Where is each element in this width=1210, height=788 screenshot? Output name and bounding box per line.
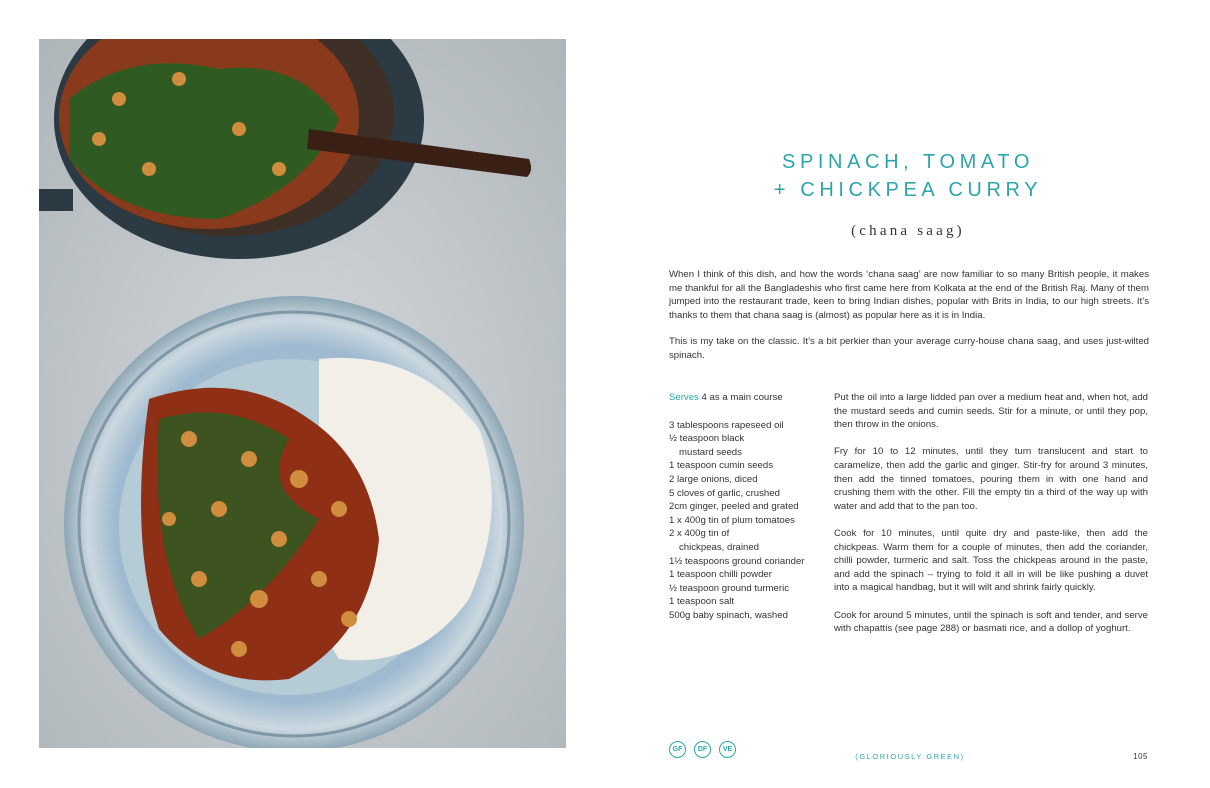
ingredient-item: mustard seeds [679,446,742,458]
chapter-name: (GLORIOUSLY GREEN) [855,752,965,761]
method-step: Fry for 10 to 12 minutes, until they turn translucent and start to caramelize, then add the garlic and ginger. Stir-fry for around 3 minutes, then add the tinned tomatoes, pouring them in with one hand and crushing them with the other. Fill the empty tin a third of the way up with water and add that to the pan too. [834,446,1148,512]
recipe-title-line-1: SPINACH, TOMATO [782,151,1034,173]
page-number: 105 [1133,752,1148,761]
curry-photo-illustration [39,39,566,748]
method-column [834,391,1148,649]
ingredient-item: 500g baby spinach, washed [669,609,788,621]
vegan-badge-icon: VE [719,741,736,758]
recipe-title-line-2: + CHICKPEA CURRY [773,179,1043,201]
ingredient-item: ½ teaspoon black [669,433,745,445]
ingredient-item: 2cm ginger, peeled and grated [669,501,799,513]
ingredient-item: 3 tablespoons rapeseed oil [669,419,784,431]
method-step: Put the oil into a large lidded pan over a medium heat and, when hot, add the mustard seeds and cumin seeds. Stir for a minute, or until they pop, then throw in the onions. [834,392,1148,431]
serves-label: Serves [669,392,699,403]
serves-line [669,391,829,405]
intro-paragraph: When I think of this dish, and how the words ‘chana saag’ are now familiar to so many British people, it makes me thankful for all the Bangladeshis who first came here from Kolkata at the end of the British Raj. Many of them jumped into the restaurant trade, keen to bring Indian dishes, popular with Brits in India, to our high streets. It’s thanks to them that chana saag is (almost) as popular here as it is in India. [669,269,1149,321]
ingredient-item: 2 x 400g tin of [669,528,730,540]
ingredient-item: 1 teaspoon chilli powder [669,569,772,581]
ingredient-item: 5 cloves of garlic, crushed [669,487,780,499]
gluten-free-badge-icon: GF [669,741,686,758]
method-step: Cook for around 5 minutes, until the spinach is soft and tender, and serve with chapattis (see page 288) or basmati rice, and a dollop of yoghurt. [834,609,1148,635]
ingredient-item: chickpeas, drained [679,541,759,553]
ingredients-column [669,391,829,623]
method-step: Cook for 10 minutes, until quite dry and paste-like, then add the chickpeas. Warm them for a couple of minutes, then add the coriander, chilli powder, turmeric and salt. Toss the chickpeas around in the paste, and add the spinach – trying to fold it all in will be like pushing a duvet into a magical handbag, but it will wilt and shrink fairly quickly. [834,527,1148,594]
ingredient-item: 1 teaspoon salt [669,596,735,608]
ingredient-item: 1½ teaspoons ground coriander [669,555,805,567]
dairy-free-badge-icon: DF [694,741,711,758]
ingredient-list [669,419,829,623]
recipe-photo [39,39,566,748]
ingredient-item: 2 large onions, diced [669,473,758,485]
ingredient-item: ½ teaspoon ground turmeric [669,582,789,594]
dietary-badges [669,741,736,758]
serves-value: 4 as a main course [701,392,783,403]
ingredient-item: 1 teaspoon cumin seeds [669,460,773,472]
intro-paragraph: This is my take on the classic. It’s a bit perkier than your average curry-house chana saag, and uses just-wilted spinach. [669,336,1149,361]
recipe-subtitle: (chana saag) [851,223,965,239]
recipe-introduction [669,268,1149,376]
ingredient-item: 1 x 400g tin of plum tomatoes [669,514,795,526]
